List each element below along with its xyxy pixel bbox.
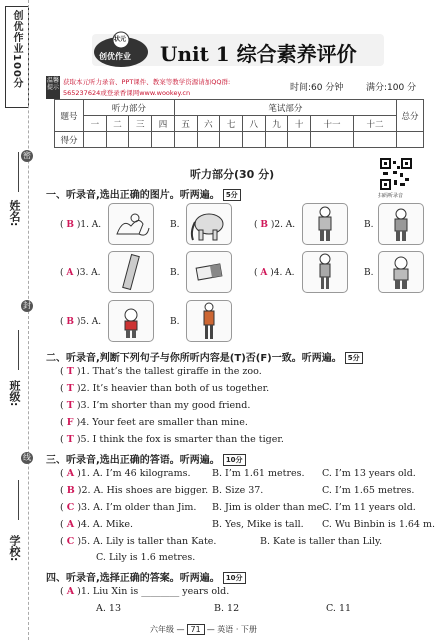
- binding-margin: [0, 0, 34, 640]
- question-item: ( A )4. A. Mike.: [60, 519, 133, 530]
- table-number-cell: 五: [174, 116, 197, 132]
- answer-mark: B: [66, 317, 74, 327]
- page-title: Unit 1 综合素养评价: [160, 42, 357, 66]
- score-table: [54, 99, 424, 148]
- option-c: C. 11: [326, 603, 352, 614]
- table-header-cell: 总分: [397, 100, 424, 132]
- question-item: ( A )3. A.: [60, 268, 101, 278]
- badge-top-text: 状元: [114, 36, 127, 43]
- score-cell[interactable]: [354, 132, 397, 148]
- question-item: ( T )2. It’s heavier than both of us together.: [60, 383, 270, 394]
- score-tag: 10分: [223, 454, 246, 466]
- answer-mark: A: [66, 268, 74, 278]
- table-number-cell: 二: [106, 116, 129, 132]
- table-header-cell: 得分: [55, 132, 84, 148]
- class-underline: [18, 330, 19, 370]
- table-number-cell: 六: [197, 116, 220, 132]
- option-label: B.: [364, 268, 374, 278]
- table-number-cell: 三: [129, 116, 152, 132]
- answer-mark: B: [66, 220, 74, 230]
- score-cell[interactable]: [174, 132, 197, 148]
- question-item: ( T )3. I’m shorter than my good friend.: [60, 400, 251, 411]
- school-label: 学校:: [8, 535, 21, 562]
- notice-line-1: 获取本元听力录音、PPT课件、教案等教学资源请加QQ群:: [63, 78, 231, 86]
- answer-mark: T: [66, 434, 74, 445]
- score-cell[interactable]: [311, 132, 354, 148]
- qr-caption: 扫码听录音: [378, 193, 404, 199]
- score-cell[interactable]: [129, 132, 152, 148]
- option-a: 3. A. I’m older than Jim.: [81, 502, 197, 513]
- question-item: ( T )1. That’s the tallest giraffe in the zoo.: [60, 366, 262, 377]
- answer-mark: A: [260, 268, 268, 278]
- score-cell[interactable]: [84, 132, 107, 148]
- table-number-cell: 九: [265, 116, 288, 132]
- question-label: 1. A.: [80, 220, 102, 230]
- badge-bottom-text: 创优作业: [99, 52, 131, 61]
- question-item: ( A )1. A. I’m 46 kilograms.: [60, 468, 191, 479]
- picture-option-elephant[interactable]: [186, 203, 232, 245]
- table-number-cell: 四: [152, 116, 175, 132]
- answer-mark: A: [66, 586, 75, 597]
- picture-option-boy-short[interactable]: [108, 300, 154, 342]
- score-tag: 5分: [223, 189, 241, 201]
- table-header-cell: 题号: [55, 100, 84, 132]
- question-item: ( C )3. A. I’m older than Jim.: [60, 502, 197, 513]
- seal-dot: 密: [23, 151, 31, 160]
- option-label: B.: [364, 220, 374, 230]
- option-c: C. I’m 13 years old.: [322, 468, 416, 479]
- question-item: ( B )1. A.: [60, 220, 102, 230]
- score-tag: 5分: [345, 352, 363, 364]
- name-label: 姓名:: [8, 200, 21, 227]
- option-c: C. I’m 1.65 metres.: [322, 485, 415, 496]
- score-cell[interactable]: [152, 132, 175, 148]
- part4-heading-text: 四、听录音,选择正确的答案。听两遍。: [46, 573, 220, 584]
- time-limit: 时间:60 分钟: [290, 83, 344, 93]
- cut-line: [28, 0, 29, 640]
- part3-heading-text: 三、听录音,选出正确的答语。听两遍。: [46, 455, 220, 466]
- table-number-cell: 十二: [354, 116, 397, 132]
- question-text: 3. I’m shorter than my good friend.: [80, 400, 251, 411]
- answer-mark: C: [66, 502, 75, 513]
- section-title: 听力部分(30 分): [190, 168, 275, 181]
- score-tag: 10分: [223, 572, 246, 584]
- question-item: ( B )2. A.: [254, 220, 296, 230]
- table-number-cell: 十: [288, 116, 311, 132]
- option-a: 5. A. Lily is taller than Kate.: [81, 536, 217, 547]
- picture-option-boy[interactable]: [378, 203, 424, 245]
- option-b: B. Jim is older than me.: [212, 502, 326, 513]
- score-cell[interactable]: [288, 132, 311, 148]
- picture-option-ruler[interactable]: [108, 251, 154, 293]
- question-item: ( F )4. Your feet are smaller than mine.: [60, 417, 248, 428]
- full-score: 满分:100 分: [366, 83, 417, 93]
- footer-dash: —: [176, 625, 185, 634]
- footer-dash: —: [206, 625, 218, 634]
- question-label: 5. A.: [80, 317, 102, 327]
- question-text: 2. It’s heavier than both of us together.: [80, 383, 270, 394]
- option-a: 2. A. His shoes are bigger.: [81, 485, 209, 496]
- score-cell[interactable]: [220, 132, 243, 148]
- answer-mark: B: [66, 485, 75, 496]
- picture-option-fox[interactable]: [108, 203, 154, 245]
- question-text: 1. That’s the tallest giraffe in the zoo.: [80, 366, 262, 377]
- answer-mark: C: [66, 536, 75, 547]
- option-c: C. I’m 11 years old.: [322, 502, 416, 513]
- score-cell[interactable]: [242, 132, 265, 148]
- answer-mark: F: [66, 417, 74, 428]
- score-cell[interactable]: [397, 132, 424, 148]
- part3-heading: [46, 451, 246, 466]
- picture-option-boy[interactable]: [302, 251, 348, 293]
- answer-mark: T: [66, 400, 74, 411]
- question-item: ( T )5. I think the fox is smarter than the tiger.: [60, 434, 284, 445]
- question-text: 1. Liu Xin is ________ years old.: [80, 586, 230, 597]
- answer-mark: A: [66, 468, 75, 479]
- option-b: B. Size 37.: [212, 485, 264, 496]
- question-label: 3. A.: [79, 268, 101, 278]
- brand-text: 创优作业100分: [11, 10, 22, 89]
- question-label: 4. A.: [273, 268, 295, 278]
- picture-option-eraser[interactable]: [186, 251, 232, 293]
- table-number-cell: 七: [220, 116, 243, 132]
- question-item: ( A )1. Liu Xin is ________ years old.: [60, 586, 230, 597]
- option-b: B. 12: [214, 603, 240, 614]
- page-footer: [150, 624, 257, 635]
- score-cell[interactable]: [265, 132, 288, 148]
- question-item: ( B )5. A.: [60, 317, 102, 327]
- seal-dot: 封: [23, 301, 31, 310]
- answer-mark: B: [260, 220, 268, 230]
- table-number-cell: 十一: [311, 116, 354, 132]
- brand-badge: [92, 30, 150, 70]
- table-number-cell: 一: [84, 116, 107, 132]
- option-label: B.: [170, 220, 180, 230]
- score-cell[interactable]: [197, 132, 220, 148]
- table-number-cell: 八: [242, 116, 265, 132]
- picture-option-boy[interactable]: [302, 203, 348, 245]
- picture-option-man-tall[interactable]: [186, 300, 232, 342]
- picture-option-boy[interactable]: [378, 251, 424, 293]
- school-underline: [18, 480, 19, 520]
- footer-grade: 六年级: [150, 625, 174, 634]
- notice-tag: 温馨提示: [46, 76, 60, 99]
- score-cell[interactable]: [106, 132, 129, 148]
- question-text: 4. Your feet are smaller than mine.: [80, 417, 248, 428]
- answer-mark: A: [66, 519, 75, 530]
- option-a: 1. A. I’m 46 kilograms.: [80, 468, 191, 479]
- seal-dot: 线: [23, 453, 31, 462]
- name-underline: [18, 152, 19, 192]
- part2-heading: [46, 349, 363, 364]
- answer-mark: T: [66, 383, 74, 394]
- option-c: C. Wu Binbin is 1.64 m.: [322, 519, 436, 530]
- part2-heading-text: 二、听录音,判断下列句子与你所听内容是(T)否(F)一致。听两遍。: [46, 353, 342, 364]
- footer-subject: 英语 · 下册: [217, 625, 257, 634]
- part1-heading: [46, 186, 241, 201]
- option-c: C. Lily is 1.6 metres.: [96, 552, 196, 563]
- qr-code[interactable]: [380, 158, 412, 190]
- option-b: B. I’m 1.61 metres.: [212, 468, 305, 479]
- table-header-cell: 听力部分: [84, 100, 175, 116]
- answer-mark: T: [66, 366, 74, 377]
- question-item: ( B )2. A. His shoes are bigger.: [60, 485, 209, 496]
- option-b: B. Yes, Mike is tall.: [212, 519, 304, 530]
- question-text: 5. I think the fox is smarter than the tiger.: [80, 434, 284, 445]
- question-label: 2. A.: [274, 220, 296, 230]
- option-label: B.: [170, 268, 180, 278]
- table-header-cell: 笔试部分: [174, 100, 396, 116]
- option-b: B. Kate is taller than Lily.: [260, 536, 383, 547]
- class-label: 班级:: [8, 380, 21, 407]
- question-item: ( A )4. A.: [254, 268, 295, 278]
- option-label: B.: [170, 317, 180, 327]
- part1-heading-text: 一、听录音,选出正确的图片。听两遍。: [46, 190, 220, 201]
- option-a: 4. A. Mike.: [80, 519, 133, 530]
- option-a: A. 13: [96, 603, 121, 614]
- part4-heading: [46, 569, 246, 584]
- page-number: 71: [187, 624, 205, 635]
- question-item: ( C )5. A. Lily is taller than Kate.: [60, 536, 217, 547]
- notice-line-2: 565237624或登录香课网www.wookey.cn: [63, 89, 191, 97]
